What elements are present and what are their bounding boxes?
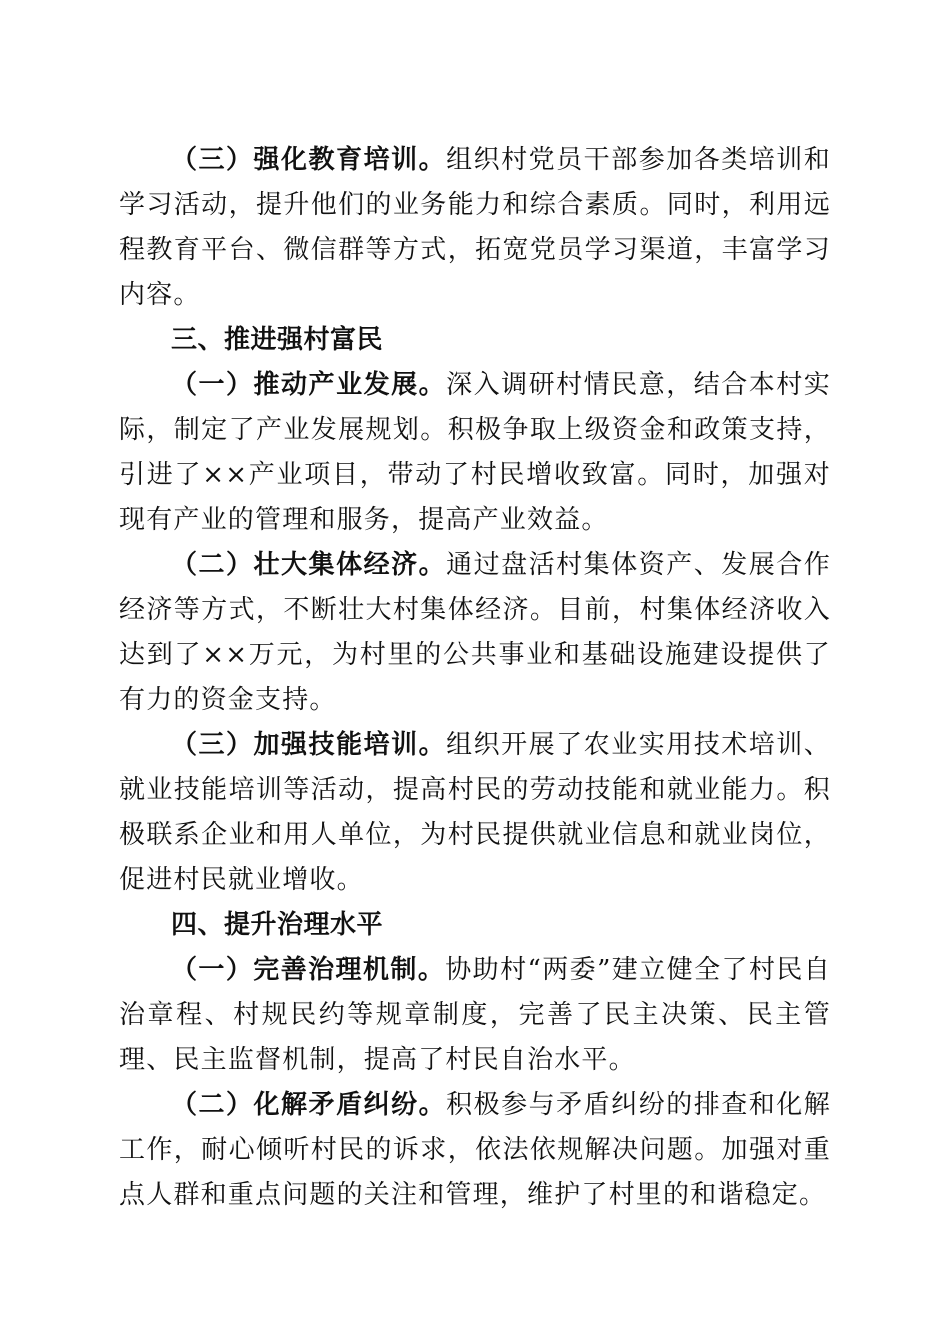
paragraph-body: 积极参与矛盾纠纷的排查和化解工作，耐心倾听村民的诉求，依法依规解决问题。加强对重点人群和重点问题的关注和管理，维护了村里的和谐稳定。 bbox=[119, 1090, 831, 1210]
paragraph-title: （一）推动产业发展。 bbox=[171, 370, 447, 400]
paragraph-governance-mechanism bbox=[119, 948, 831, 1083]
paragraph-title: （二）化解矛盾纠纷。 bbox=[171, 1090, 447, 1120]
paragraph-title: （一）完善治理机制。 bbox=[171, 955, 446, 985]
paragraph-strengthen-education bbox=[119, 138, 831, 318]
paragraph-collective-economy bbox=[119, 543, 831, 723]
paragraph-title: （二）壮大集体经济。 bbox=[171, 550, 447, 580]
paragraph-body: 组织开展了农业实用技术培训、就业技能培训等活动，提高村民的劳动技能和就业能力。积极联系企业和用人单位，为村民提供就业信息和就业岗位，促进村民就业增收。 bbox=[119, 730, 831, 895]
paragraph-skills-training bbox=[119, 723, 831, 903]
paragraph-dispute-resolution bbox=[119, 1083, 831, 1218]
paragraph-title: （三）强化教育培训。 bbox=[171, 145, 447, 175]
paragraph-body: 组织村党员干部参加各类培训和学习活动，提升他们的业务能力和综合素质。同时，利用远程教育平台、微信群等方式，拓宽党员学习渠道，丰富学习内容。 bbox=[119, 145, 831, 310]
paragraph-industry-development bbox=[119, 363, 831, 543]
paragraph-body: 深入调研村情民意，结合本村实际，制定了产业发展规划。积极争取上级资金和政策支持，引进了××产业项目，带动了村民增收致富。同时，加强对现有产业的管理和服务，提高产业效益。 bbox=[119, 370, 831, 535]
section-heading-three: 三、推进强村富民 bbox=[171, 325, 384, 355]
paragraph-body: 协助村“两委”建立健全了村民自治章程、村规民约等规章制度，完善了民主决策、民主管理、民主监督机制，提高了村民自治水平。 bbox=[119, 955, 831, 1075]
section-heading-four: 四、提升治理水平 bbox=[171, 910, 384, 940]
paragraph-body: 通过盘活村集体资产、发展合作经济等方式，不断壮大村集体经济。目前，村集体经济收入达到了××万元，为村里的公共事业和基础设施建设提供了有力的资金支持。 bbox=[119, 550, 831, 715]
paragraph-title: （三）加强技能培训。 bbox=[171, 730, 447, 760]
